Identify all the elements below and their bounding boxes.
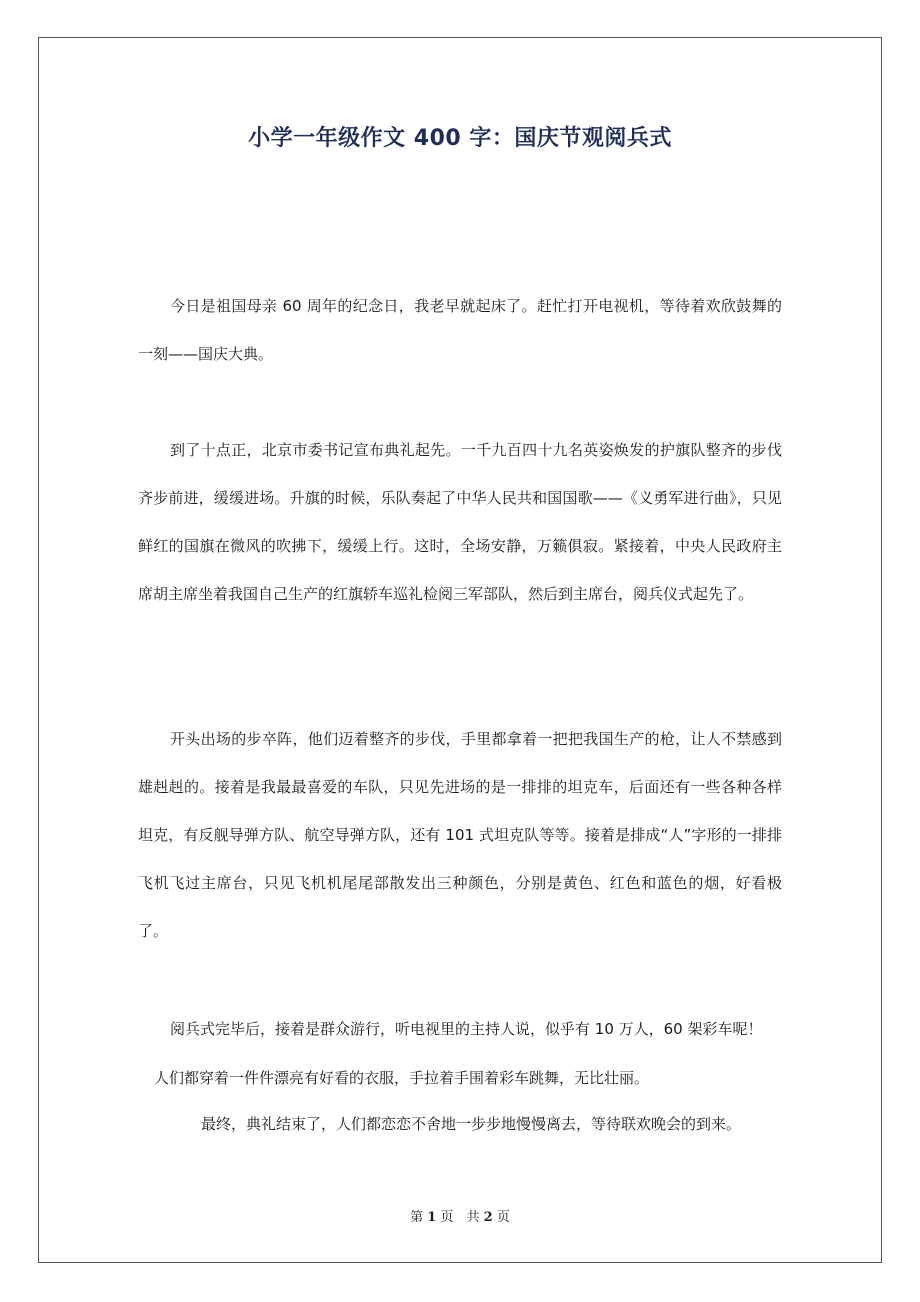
page-mid: 页 共 [440, 1210, 480, 1225]
page-total: 2 [483, 1210, 493, 1225]
page-footer [0, 1206, 920, 1225]
page-current: 1 [427, 1210, 437, 1225]
paragraph-2: 到了十点正，北京市委书记宣布典礼起先。一千九百四十九名英姿焕发的护旗队整齐的步伐齐步前进，缓缓进场。升旗的时候，乐队奏起了中华人民共和国国歌——《义勇军进行曲》，只见鲜红的国旗在微风的吹拂下，缓缓上行。这时，全场安静，万籁俱寂。紧接着，中央人民政府主席胡主席坐着我国自己生产的红旗轿车巡礼检阅三军部队，然后到主席台，阅兵仪式起先了。 [138, 441, 782, 603]
page-suffix: 页 [496, 1210, 510, 1225]
page-prefix: 第 [410, 1210, 424, 1225]
paragraph-5: 最终，典礼结束了，人们都恋恋不舍地一步步地慢慢离去，等待联欢晚会的到来。 [201, 1115, 742, 1133]
paragraph-3: 开头出场的步卒阵，他们迈着整齐的步伐，手里都拿着一把把我国生产的枪，让人不禁感到雄赳赳的。接着是我最最喜爱的车队，只见先进场的是一排排的坦克车，后面还有一些各种各样坦克，有反舰导弹方队、航空导弹方队，还有 101 式坦克队等等。接着是排成“人”字形的一排排飞机飞过主席台，只见飞机机尾尾部散发出三种颜色，分别是黄色、红色和蓝色的烟，好看极了。 [138, 730, 782, 940]
paragraph-4-line-1: 阅兵式完毕后，接着是群众游行，听电视里的主持人说，似乎有 10 万人，60 架彩车呢！ [170, 1020, 763, 1038]
paragraph-4-line-2: 人们都穿着一件件漂亮有好看的衣服，手拉着手围着彩车跳舞，无比壮丽。 [154, 1069, 650, 1087]
paragraph-1: 今日是祖国母亲 60 周年的纪念日，我老早就起床了。赶忙打开电视机，等待着欢欣鼓舞的一刻——国庆大典。 [138, 297, 782, 363]
document-title: 小学一年级作文 400 字：国庆节观阅兵式 [248, 126, 672, 151]
